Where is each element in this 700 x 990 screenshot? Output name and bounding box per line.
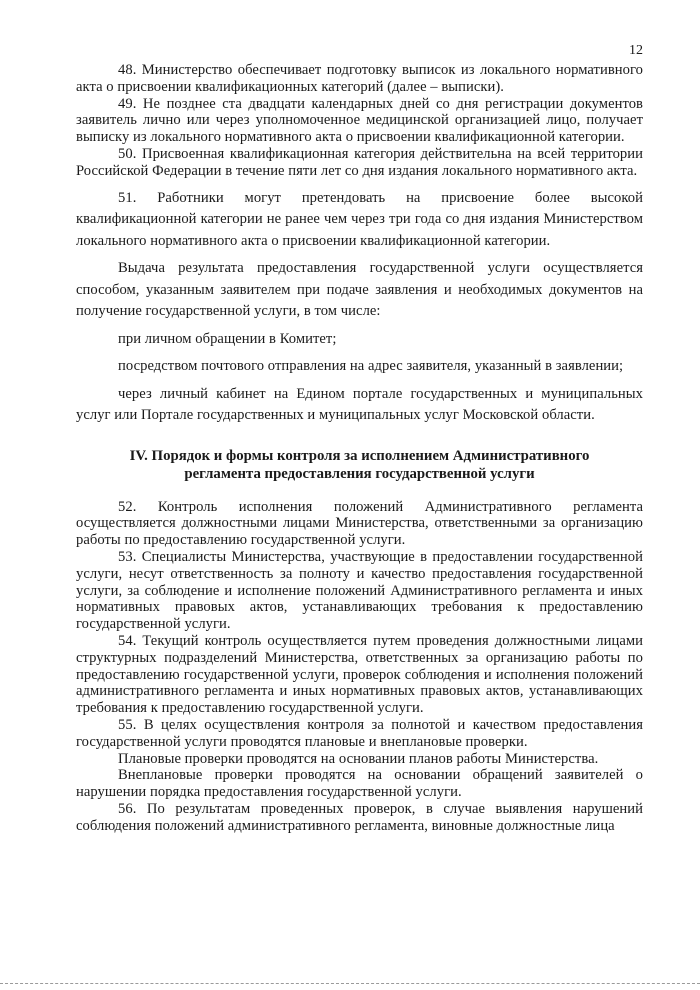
paragraph-53: 53. Специалисты Министерства, участвующие в предоставлении государственной услуги, несут ответственность за полноту и качество предоставления государственной услуги, за соблюдение и исполнение положений Административного регламента и иных нормативных правовых актов, устанавливающих требования к предоставлению государственной услуги. (76, 548, 643, 633)
paragraph-result-delivery: Выдача результата предоставления государственной услуги осуществляется способом, указанным заявителем при подаче заявления и необходимых документов на получение государственной услуги, в том числе: (76, 260, 643, 320)
paragraph-48: 48. Министерство обеспечивает подготовку выписок из локального нормативного акта о присвоении квалификационных категорий (далее – выписки). (76, 62, 643, 95)
section-title-line-1: IV. Порядок и формы контроля за исполнением Административного (129, 447, 590, 464)
paragraph-51: 51. Работники могут претендовать на присвоение более высокой квалификационной категории не ранее чем через три года со дня издания Министерством локального нормативного акта о присвоении квалификационной категории. (76, 189, 643, 249)
paragraph-personal-account: через личный кабинет на Едином портале государственных и муниципальных услуг или Портале государственных и муниципальных услуг Московской области. (76, 385, 643, 424)
paragraph-50: 50. Присвоенная квалификационная категория действительна на всей территории Российской Федерации в течение пяти лет со дня издания локального нормативного акта. (76, 145, 643, 179)
paragraph-planned-checks: Плановые проверки проводятся на основании планов работы Министерства. (118, 750, 599, 767)
paragraph-56: 56. По результатам проведенных проверок, в случае выявления нарушений соблюдения положений административного регламента, виновные должностные лица (76, 800, 643, 834)
paragraph-by-mail: посредством почтового отправления на адрес заявителя, указанный в заявлении; (118, 358, 624, 375)
paragraph-in-person: при личном обращении в Комитет; (118, 330, 337, 347)
paragraph-55: 55. В целях осуществления контроля за полнотой и качеством предоставления государственной услуги проводятся плановые и внеплановые проверки. (76, 716, 643, 750)
paragraph-52: 52. Контроль исполнения положений Административного регламента осуществляется должностными лицами Министерства, ответственными за организацию работы по предоставлению государственной услуги. (76, 498, 643, 549)
paragraph-unplanned-checks: Внеплановые проверки проводятся на основании обращений заявителей о нарушении порядка предоставления государственной услуги. (76, 767, 643, 801)
bottom-scan-edge (0, 983, 700, 986)
page-number: 12 (629, 43, 643, 58)
section-title (76, 447, 643, 483)
document-body (76, 62, 643, 835)
section-title-line-2: регламента предоставления государственной услуги (184, 465, 535, 482)
paragraph-54: 54. Текущий контроль осуществляется путем проведения должностными лицами структурных подразделений Министерства, ответственных за организацию работы по предоставлению государственной услуги, проверок соблюдения и исполнения положений административного регламента и иных нормативных правовых актов, устанавливающих требования к предоставлению государственной услуги. (76, 632, 643, 717)
paragraph-49: 49. Не позднее ста двадцати календарных дней со дня регистрации документов заявитель лично или через уполномоченное медицинской организацией лицо, получает выписку из локального нормативного акта о присвоении квалификационной категории. (76, 95, 643, 146)
